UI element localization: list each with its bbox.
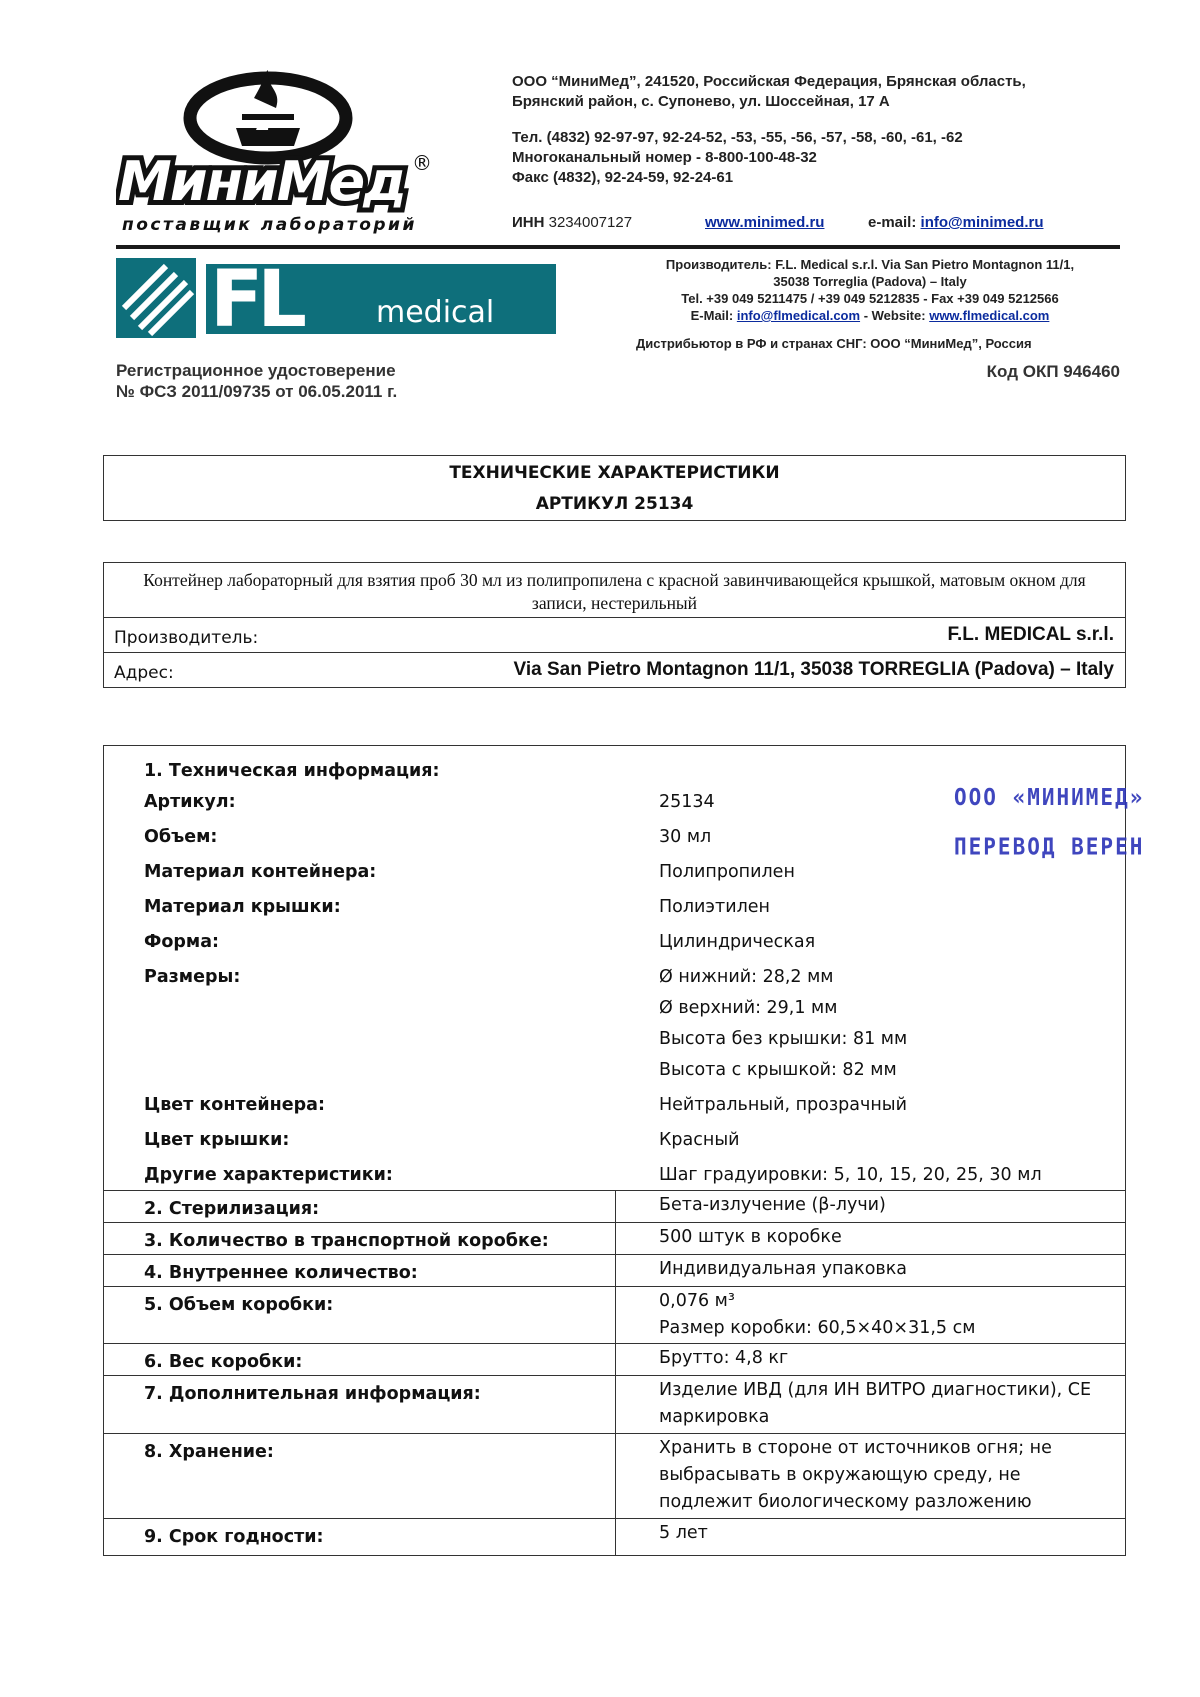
maker-website-link[interactable]: www.flmedical.com [929,308,1050,323]
maker-email-label: E-Mail: [690,308,734,323]
svg-text:поставщик лабораторий: поставщик лабораторий [122,215,417,235]
description-box [103,562,1126,688]
item-value: Индивидуальная упаковка [659,1259,908,1279]
item-value-2: маркировка [659,1407,770,1427]
svg-text:medical: medical [376,295,495,330]
item-value: 5 лет [659,1523,708,1543]
maker-email-link[interactable]: info@flmedical.com [736,308,861,323]
maker-line-4 [620,307,1120,324]
item-value: 500 штук в коробке [659,1227,842,1247]
spec-label: Материал крышки: [144,897,341,917]
item-label: 4. Внутреннее количество: [144,1263,418,1283]
spec-value: Ø верхний: 29,1 мм [659,998,838,1018]
inn-row [512,214,1132,231]
stamp-line-1: ООО «МИНИМЕД» [954,783,1145,811]
spec-value: 30 мл [659,827,712,847]
spec-value: Ø нижний: 28,2 мм [659,967,834,987]
svg-text:МиниМед: МиниМед [118,150,405,213]
inn-label: ИНН [512,214,545,231]
spec-label: Материал контейнера: [144,862,377,882]
spec-value: Высота с крышкой: 82 мм [659,1060,897,1080]
item-value: Изделие ИВД (для ИН ВИТРО диагностики), СЕ [659,1380,1092,1400]
address-row [104,652,1125,687]
spec-label: Форма: [144,932,220,952]
minimed-website-link[interactable]: www.minimed.ru [705,214,825,231]
email-group [868,214,1044,231]
spec-value: 25134 [659,792,715,812]
item-value: Брутто: 4,8 кг [659,1348,789,1368]
address-value: Via San Pietro Montagnon 11/1, 35038 TORREGLIA (Padova) – Italy [513,659,1114,680]
translation-stamp [954,773,1144,872]
maker-line-2: 35038 Torreglia (Padova) – Italy [773,274,967,289]
item-value: Хранить в стороне от источников огня; не [659,1438,1052,1458]
spec-value: Нейтральный, прозрачный [659,1095,907,1115]
manufacturer-value: F.L. MEDICAL s.r.l. [947,624,1114,645]
item-value-3: подлежит биологическому разложению [659,1492,1032,1512]
spec-label: Другие характеристики: [144,1165,393,1185]
email-label: e-mail: [868,214,917,231]
item-label: 8. Хранение: [144,1442,274,1462]
inn-value: 3234007127 [548,214,633,231]
item-value-2: выбрасывать в окружающую среду, не [659,1465,1021,1485]
company-info [512,72,1132,188]
maker-website-label: - Website: [863,308,926,323]
reg-line-1: Регистрационное удостоверение [116,361,396,380]
doc-title: ТЕХНИЧЕСКИЕ ХАРАКТЕРИСТИКИ [449,463,780,483]
title-box [103,455,1126,521]
header-divider [116,245,1120,249]
company-fax: Факс (4832), 92-24-59, 92-24-61 [512,169,734,186]
item-label: 2. Стерилизация: [144,1199,320,1219]
product-description: Контейнер лабораторный для взятия проб 30 мл из полипропилена с красной завинчивающейся крышкой, матовым окном для записи, нестерильный [104,563,1125,618]
svg-text:FL: FL [210,258,301,340]
manufacturer-row [104,618,1125,652]
spec-value: Полиэтилен [659,897,770,917]
fl-medical-logo [116,258,556,340]
item-label: 7. Дополнительная информация: [144,1384,481,1404]
okp-code: Код ОКП 946460 [986,362,1120,381]
article-title: АРТИКУЛ 25134 [535,494,694,514]
section-technical-info: 1. Техническая информация: [144,761,440,781]
spec-value: Красный [659,1130,740,1150]
stamp-line-2: ПЕРЕВОД ВЕРЕН [954,833,1145,861]
maker-line-3: Tel. +39 049 5211475 / +39 049 5212835 - Fax +39 049 5212566 [681,291,1059,306]
item-label: 3. Количество в транспортной коробке: [144,1231,549,1251]
registration-certificate [116,360,397,402]
spec-value: Высота без крышки: 81 мм [659,1029,908,1049]
distributor-line: Дистрибьютор в РФ и странах СНГ: ООО “МиниМед”, Россия [636,336,1032,351]
spec-value: Цилиндрическая [659,932,816,952]
spec-value: Полипропилен [659,862,795,882]
item-label: 9. Срок годности: [144,1527,324,1547]
company-address-1: ООО “МиниМед”, 241520, Российская Федерация, Брянская область, [512,73,1026,90]
reg-line-2: № ФСЗ 2011/09735 от 06.05.2011 г. [116,382,398,401]
spec-label: Цвет контейнера: [144,1095,325,1115]
item-label: 6. Вес коробки: [144,1352,303,1372]
item-value: Бета-излучение (β-лучи) [659,1195,886,1215]
item-value: 0,076 м³ [659,1291,735,1311]
spec-label: Артикул: [144,792,236,812]
spec-label: Цвет крышки: [144,1130,290,1150]
manufacturer-label: Производитель: [114,628,259,648]
column-divider [615,1190,616,1555]
item-value-2: Размер коробки: 60,5×40×31,5 см [659,1318,976,1338]
address-label: Адрес: [114,663,174,683]
svg-text:®: ® [412,151,432,175]
spec-label: Объем: [144,827,218,847]
maker-line-1: Производитель: F.L. Medical s.r.l. Via San Pietro Montagnon 11/1, [665,257,1075,272]
manufacturer-contact [620,256,1120,324]
minimed-logo [116,70,446,240]
company-address-2: Брянский район, с. Супонево, ул. Шоссейная, 17 А [512,93,890,110]
item-label: 5. Объем коробки: [144,1295,334,1315]
company-multiline-phone: Многоканальный номер - 8-800-100-48-32 [512,149,817,166]
company-phone: Тел. (4832) 92-97-97, 92-24-52, -53, -55, -56, -57, -58, -60, -61, -62 [512,129,963,146]
spec-label: Размеры: [144,967,241,987]
spec-value: Шаг градуировки: 5, 10, 15, 20, 25, 30 мл [659,1165,1042,1185]
minimed-email-link[interactable]: info@minimed.ru [920,214,1044,231]
